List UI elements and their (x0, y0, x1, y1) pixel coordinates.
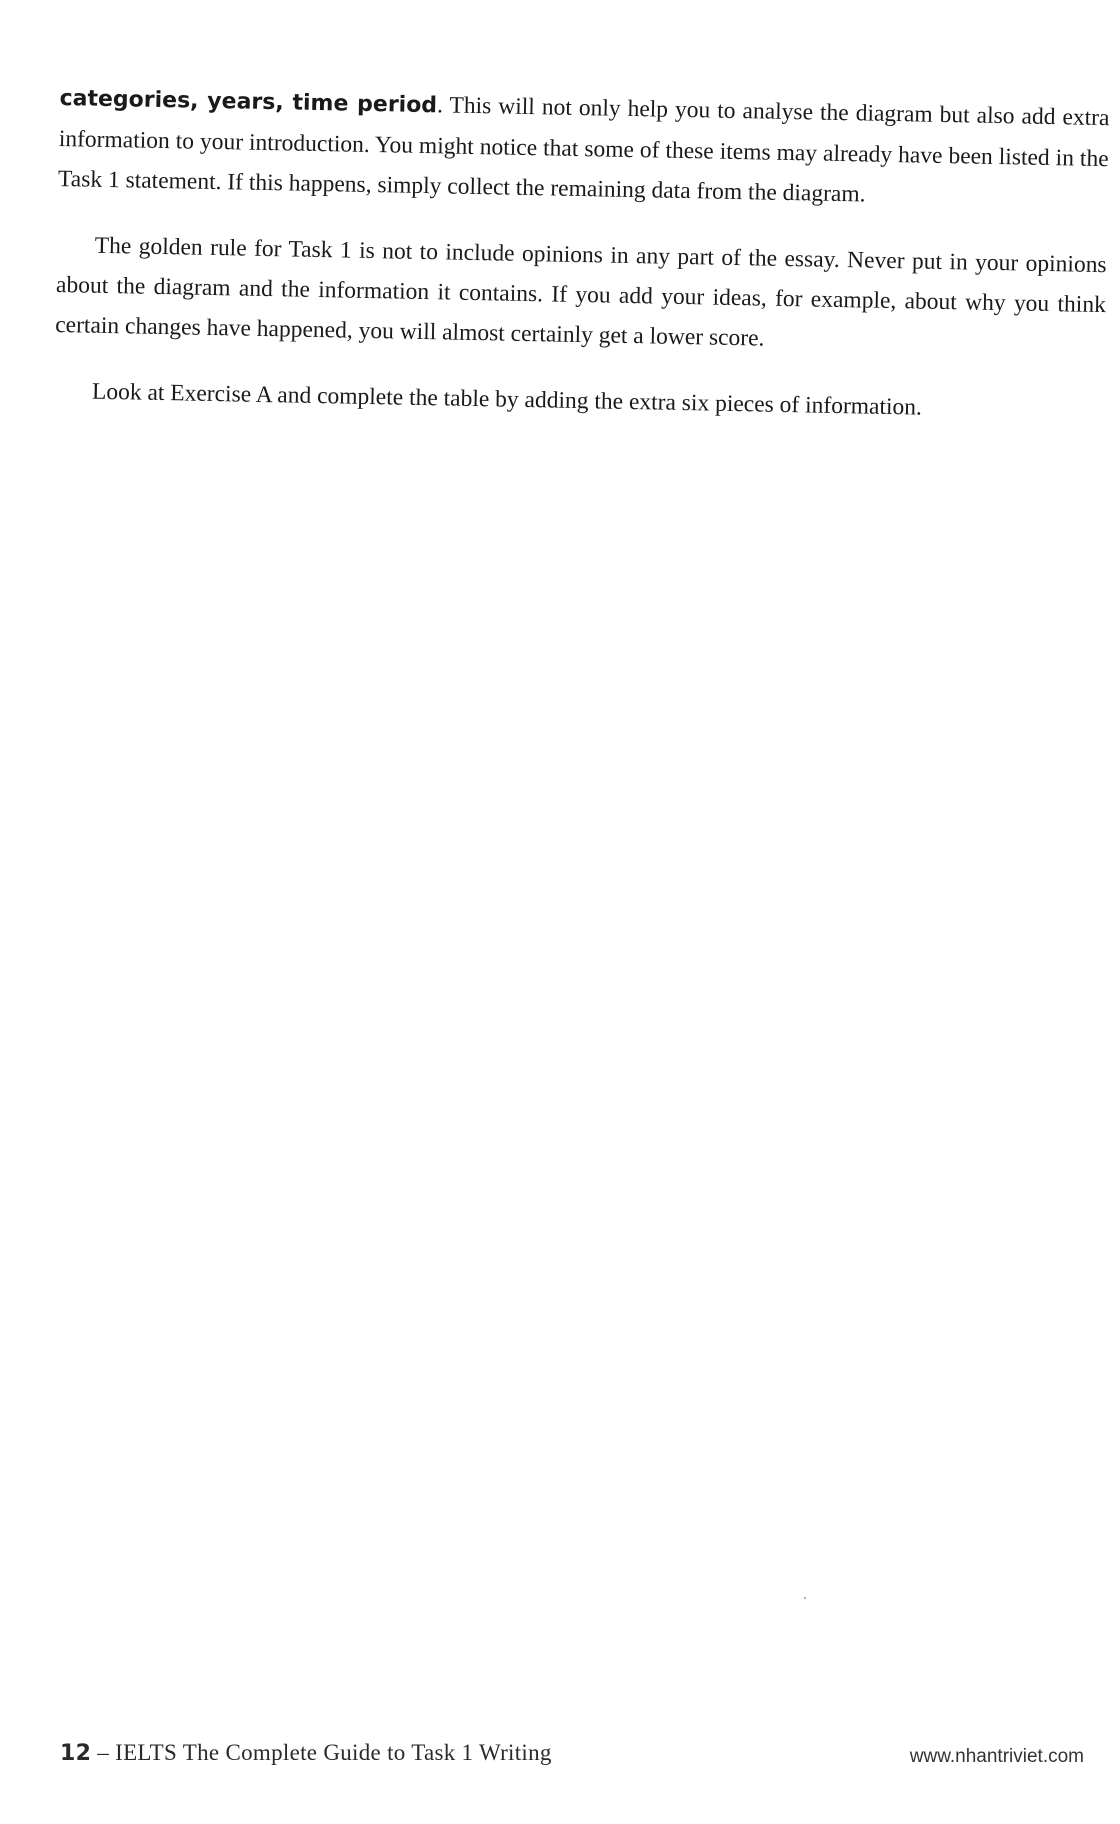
paragraph-2: The golden rule for Task 1 is not to include opinions in any part of the essay. Never put in your opinions about the diagram and the information it contains. If you add your ideas, for example, about why you think certain changes have happened, you will almost certainly get a lower score. (55, 232, 1107, 352)
scan-speck (804, 1597, 806, 1599)
website-url: www.nhantriviet.com (909, 1746, 1084, 1767)
book-title: – IELTS The Complete Guide to Task 1 Writing (91, 1740, 552, 1765)
page-number: 12 (60, 1741, 92, 1766)
paragraph-3: Look at Exercise A and complete the table by adding the extra six pieces of information. (91, 378, 923, 421)
paragraph-1-text: . This will not only help you to analyse the diagram but also add extra information to your introduction. You might notice that some of these items may already have been listed in the Task 1 statement. If this happens, simply collect the remaining data from the diagram. (57, 92, 1110, 208)
body-text (53, 78, 1110, 457)
footer-running-title (60, 1740, 552, 1766)
paragraph-1 (58, 78, 1110, 219)
bold-keywords: categories, years, time period (59, 85, 438, 119)
